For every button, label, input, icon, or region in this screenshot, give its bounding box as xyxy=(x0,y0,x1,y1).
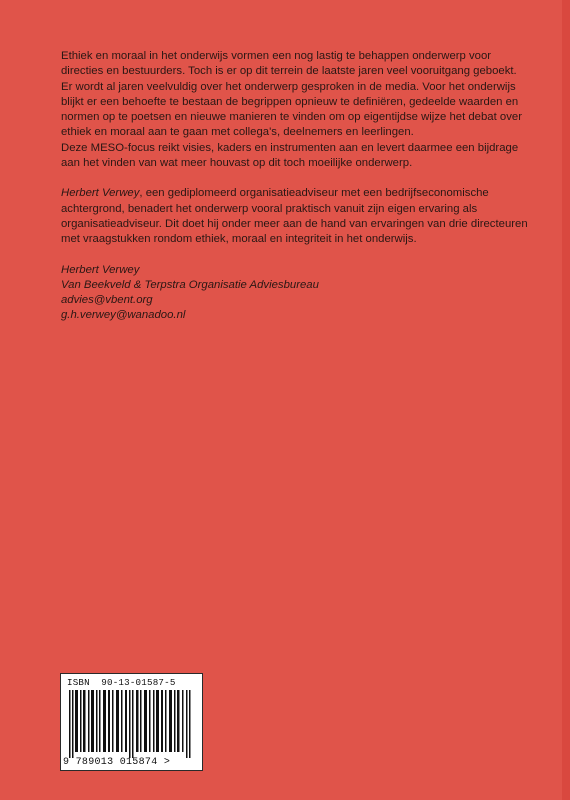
barcode-bars xyxy=(69,690,196,758)
isbn-label: ISBN 90-13-01587-5 xyxy=(67,677,176,688)
paragraph-gap xyxy=(61,247,531,262)
blurb-paragraph-2: Deze MESO-focus reikt visies, kaders en instrumenten aan en levert daarmee een bijdrage aan het vinden van wat meer houvast op dit toch moeilijke onderwerp. xyxy=(61,141,519,169)
contact-block xyxy=(61,263,531,324)
contact-email-2: g.h.verwey@wanadoo.nl xyxy=(61,309,186,322)
cover-edge xyxy=(562,0,570,800)
contact-name: Herbert Verwey xyxy=(61,263,140,276)
barcode-box xyxy=(60,673,203,771)
blurb-text xyxy=(61,49,531,324)
barcode-digits: 9 789013 015874 > xyxy=(63,757,171,768)
contact-email-1: advies@vbent.org xyxy=(61,294,153,306)
author-name: Herbert Verwey xyxy=(61,187,140,200)
paragraph-gap xyxy=(61,171,531,186)
author-bio: , een gediplomeerd organisatieadviseur met een bedrijfseconomische achtergrond, benadert het onderwerp vooral praktisch vanuit zijn eigen ervaring als organisatieadviseur. Dit doet hij onder meer aan de hand van ervaringen van drie directeuren met vraagstukken rondom ethiek, moraal en integriteit in het onderwijs. xyxy=(61,187,528,245)
blurb-paragraph-1: Ethiek en moraal in het onderwijs vormen een nog lastig te behappen onderwerp voor directies en bestuurders. Toch is er op dit terrein de laatste jaren veel vooruitgang geboekt. Er wordt al jaren veelvuldig over het onderwerp gesproken in de media. Voor het onderwijs blijkt er een behoefte te bestaan de begrippen opnieuw te definiëren, gedeelde waarden en normen op te poetsen en nieuwe manieren te vinden om op eigentijdse wijze het debat over ethiek en moraal aan te gaan met collega's, deelnemers en leerlingen. xyxy=(61,50,522,139)
contact-company: Van Beekveld & Terpstra Organisatie Adviesbureau xyxy=(61,278,319,291)
author-paragraph xyxy=(61,186,531,247)
